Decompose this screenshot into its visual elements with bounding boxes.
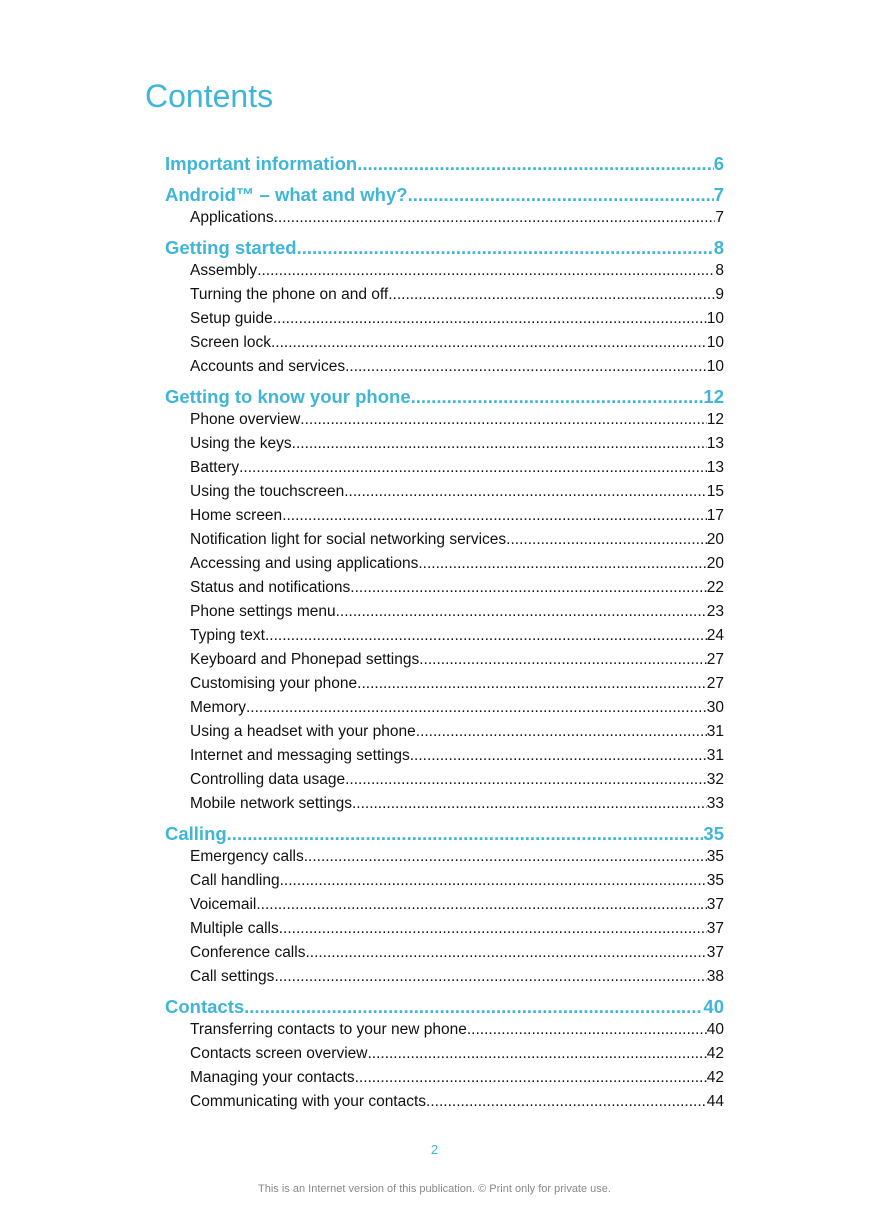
toc-entry-label: Using the keys <box>190 435 292 452</box>
toc-section-entry[interactable] <box>190 206 724 230</box>
toc-entry-label: Assembly <box>190 262 258 279</box>
toc-dot-leader <box>344 480 707 504</box>
toc-entry-label: Screen lock <box>190 334 271 351</box>
toc-dot-leader <box>246 696 707 720</box>
toc-dot-leader <box>256 893 706 917</box>
toc-section-entry[interactable] <box>190 480 724 504</box>
toc-section-entry[interactable] <box>190 432 724 456</box>
toc-entry-page-number: 20 <box>706 531 724 548</box>
toc-chapter-entry[interactable] <box>165 183 724 207</box>
page-title: Contents <box>145 78 274 114</box>
toc-entry-label: Turning the phone on and off <box>190 286 389 303</box>
toc-dot-leader <box>345 768 707 792</box>
toc-section-entry[interactable] <box>190 456 724 480</box>
toc-entry-label: Android™ – what and why? <box>165 184 408 205</box>
toc-chapter-entry[interactable] <box>165 995 724 1019</box>
toc-entry-label: Emergency calls <box>190 848 304 865</box>
toc-section-entry[interactable] <box>190 283 724 307</box>
toc-entry-page-number: 42 <box>706 1045 724 1062</box>
toc-dot-leader <box>300 408 706 432</box>
toc-entry-label: Conference calls <box>190 944 306 961</box>
toc-section-entry[interactable] <box>190 1042 724 1066</box>
toc-dot-leader <box>357 672 707 696</box>
toc-entry-label: Call handling <box>190 872 280 889</box>
toc-section-entry[interactable] <box>190 576 724 600</box>
toc-entry-page-number: 44 <box>706 1093 724 1110</box>
toc-section-entry[interactable] <box>190 355 724 379</box>
toc-entry-label: Accounts and services <box>190 358 346 375</box>
toc-section-entry[interactable] <box>190 331 724 355</box>
toc-dot-leader <box>410 744 707 768</box>
toc-entry-page-number: 8 <box>713 237 724 258</box>
toc-entry-label: Contacts screen overview <box>190 1045 368 1062</box>
toc-entry-label: Voicemail <box>190 896 257 913</box>
toc-dot-leader <box>419 648 707 672</box>
toc-section-entry[interactable] <box>190 1066 724 1090</box>
toc-entry-page-number: 32 <box>706 771 724 788</box>
toc-dot-leader <box>244 995 703 1019</box>
toc-entry-page-number: 40 <box>703 996 724 1017</box>
toc-entry-label: Notification light for social networking services <box>190 531 507 548</box>
toc-section-entry[interactable] <box>190 408 724 432</box>
toc-entry-page-number: 12 <box>706 411 724 428</box>
toc-entry-page-number: 8 <box>715 262 724 279</box>
page-number: 2 <box>430 1142 439 1157</box>
toc-entry-label: Getting started <box>165 237 297 258</box>
toc-entry-page-number: 38 <box>706 968 724 985</box>
toc-dot-leader <box>227 822 704 846</box>
toc-section-entry[interactable] <box>190 792 724 816</box>
toc-entry-label: Phone overview <box>190 411 301 428</box>
toc-dot-leader <box>271 331 707 355</box>
toc-section-entry[interactable] <box>190 624 724 648</box>
toc-entry-label: Typing text <box>190 627 265 644</box>
toc-dot-leader <box>304 845 707 869</box>
toc-dot-leader <box>274 206 716 230</box>
toc-section-entry[interactable] <box>190 504 724 528</box>
toc-dot-leader <box>282 504 707 528</box>
toc-section-entry[interactable] <box>190 917 724 941</box>
toc-dot-leader <box>467 1018 707 1042</box>
toc-section-entry[interactable] <box>190 1090 724 1114</box>
toc-section-entry[interactable] <box>190 696 724 720</box>
toc-entry-label: Calling <box>165 823 227 844</box>
toc-entry-page-number: 10 <box>706 334 724 351</box>
toc-dot-leader <box>274 965 706 989</box>
toc-entry-label: Communicating with your contacts <box>190 1093 427 1110</box>
toc-entry-label: Getting to know your phone <box>165 386 411 407</box>
toc-chapter-entry[interactable] <box>165 822 724 846</box>
toc-entry-label: Memory <box>190 699 246 716</box>
toc-dot-leader <box>416 720 707 744</box>
toc-entry-label: Important information <box>165 153 358 174</box>
toc-dot-leader <box>265 624 707 648</box>
toc-entry-label: Mobile network settings <box>190 795 352 812</box>
toc-entry-label: Contacts <box>165 996 245 1017</box>
toc-dot-leader <box>388 283 715 307</box>
toc-dot-leader <box>297 236 714 260</box>
toc-dot-leader <box>273 307 707 331</box>
toc-entry-page-number: 12 <box>703 386 724 407</box>
toc-entry-label: Transferring contacts to your new phone <box>190 1021 467 1038</box>
toc-section-entry[interactable] <box>190 648 724 672</box>
toc-section-entry[interactable] <box>190 744 724 768</box>
toc-entry-page-number: 37 <box>706 896 724 913</box>
toc-entry-page-number: 24 <box>706 627 724 644</box>
toc-entry-label: Accessing and using applications <box>190 555 419 572</box>
toc-dot-leader <box>506 528 707 552</box>
toc-dot-leader <box>279 917 707 941</box>
toc-dot-leader <box>292 432 707 456</box>
toc-entry-label: Call settings <box>190 968 275 985</box>
toc-entry-label: Managing your contacts <box>190 1069 355 1086</box>
toc-entry-page-number: 7 <box>715 209 724 226</box>
toc-entry-label: Keyboard and Phonepad settings <box>190 651 420 668</box>
toc-entry-page-number: 13 <box>706 435 724 452</box>
toc-entry-label: Home screen <box>190 507 283 524</box>
toc-section-entry[interactable] <box>190 768 724 792</box>
toc-entry-page-number: 20 <box>706 555 724 572</box>
toc-entry-page-number: 42 <box>706 1069 724 1086</box>
toc-entry-page-number: 6 <box>713 153 724 174</box>
toc-chapter-entry[interactable] <box>165 385 724 409</box>
toc-section-entry[interactable] <box>190 720 724 744</box>
toc-section-entry[interactable] <box>190 941 724 965</box>
toc-chapter-entry[interactable] <box>165 236 724 260</box>
toc-entry-label: Multiple calls <box>190 920 279 937</box>
toc-dot-leader <box>367 1042 706 1066</box>
toc-section-entry[interactable] <box>190 600 724 624</box>
toc-dot-leader <box>336 600 707 624</box>
toc-entry-page-number: 9 <box>715 286 724 303</box>
toc-entry-page-number: 27 <box>706 651 724 668</box>
toc-dot-leader <box>257 259 715 283</box>
toc-entry-label: Controlling data usage <box>190 771 346 788</box>
toc-dot-leader <box>305 941 706 965</box>
toc-entry-page-number: 10 <box>706 358 724 375</box>
toc-entry-page-number: 13 <box>706 459 724 476</box>
toc-dot-leader <box>350 576 706 600</box>
toc-section-entry[interactable] <box>190 672 724 696</box>
toc-entry-label: Status and notifications <box>190 579 351 596</box>
toc-entry-page-number: 31 <box>706 723 724 740</box>
toc-section-entry[interactable] <box>190 259 724 283</box>
toc-entry-label: Setup guide <box>190 310 273 327</box>
toc-section-entry[interactable] <box>190 528 724 552</box>
toc-entry-page-number: 17 <box>706 507 724 524</box>
toc-entry-page-number: 37 <box>706 944 724 961</box>
toc-entry-page-number: 33 <box>706 795 724 812</box>
toc-entry-label: Applications <box>190 209 274 226</box>
toc-dot-leader <box>239 456 707 480</box>
toc-dot-leader <box>411 385 704 409</box>
toc-dot-leader <box>408 183 714 207</box>
toc-section-entry[interactable] <box>190 552 724 576</box>
toc-entry-page-number: 35 <box>706 872 724 889</box>
toc-section-entry[interactable] <box>190 965 724 989</box>
toc-chapter-entry[interactable] <box>165 152 724 176</box>
toc-section-entry[interactable] <box>190 1018 724 1042</box>
toc-section-entry[interactable] <box>190 893 724 917</box>
toc-entry-label: Customising your phone <box>190 675 358 692</box>
toc-dot-leader <box>355 1066 707 1090</box>
toc-entry-page-number: 37 <box>706 920 724 937</box>
toc-entry-page-number: 7 <box>713 184 724 205</box>
toc-section-entry[interactable] <box>190 869 724 893</box>
toc-entry-page-number: 27 <box>706 675 724 692</box>
toc-entry-label: Using the touchscreen <box>190 483 345 500</box>
toc-entry-label: Phone settings menu <box>190 603 336 620</box>
toc-entry-page-number: 23 <box>706 603 724 620</box>
toc-section-entry[interactable] <box>190 307 724 331</box>
toc-entry-page-number: 35 <box>703 823 724 844</box>
toc-entry-page-number: 31 <box>706 747 724 764</box>
footer-note: This is an Internet version of this publication. © Print only for private use. <box>258 1183 611 1195</box>
toc-entry-page-number: 40 <box>706 1021 724 1038</box>
toc-section-entry[interactable] <box>190 845 724 869</box>
toc-entry-page-number: 30 <box>706 699 724 716</box>
toc-entry-label: Internet and messaging settings <box>190 747 410 764</box>
toc-entry-label: Using a headset with your phone <box>190 723 416 740</box>
toc-entry-page-number: 22 <box>706 579 724 596</box>
toc-dot-leader <box>345 355 707 379</box>
toc-entry-label: Battery <box>190 459 240 476</box>
toc-dot-leader <box>426 1090 707 1114</box>
toc-entry-page-number: 15 <box>706 483 724 500</box>
toc-dot-leader <box>418 552 706 576</box>
toc-dot-leader <box>357 152 714 176</box>
toc-dot-leader <box>280 869 707 893</box>
toc-dot-leader <box>352 792 707 816</box>
toc-entry-page-number: 35 <box>706 848 724 865</box>
toc-entry-page-number: 10 <box>706 310 724 327</box>
